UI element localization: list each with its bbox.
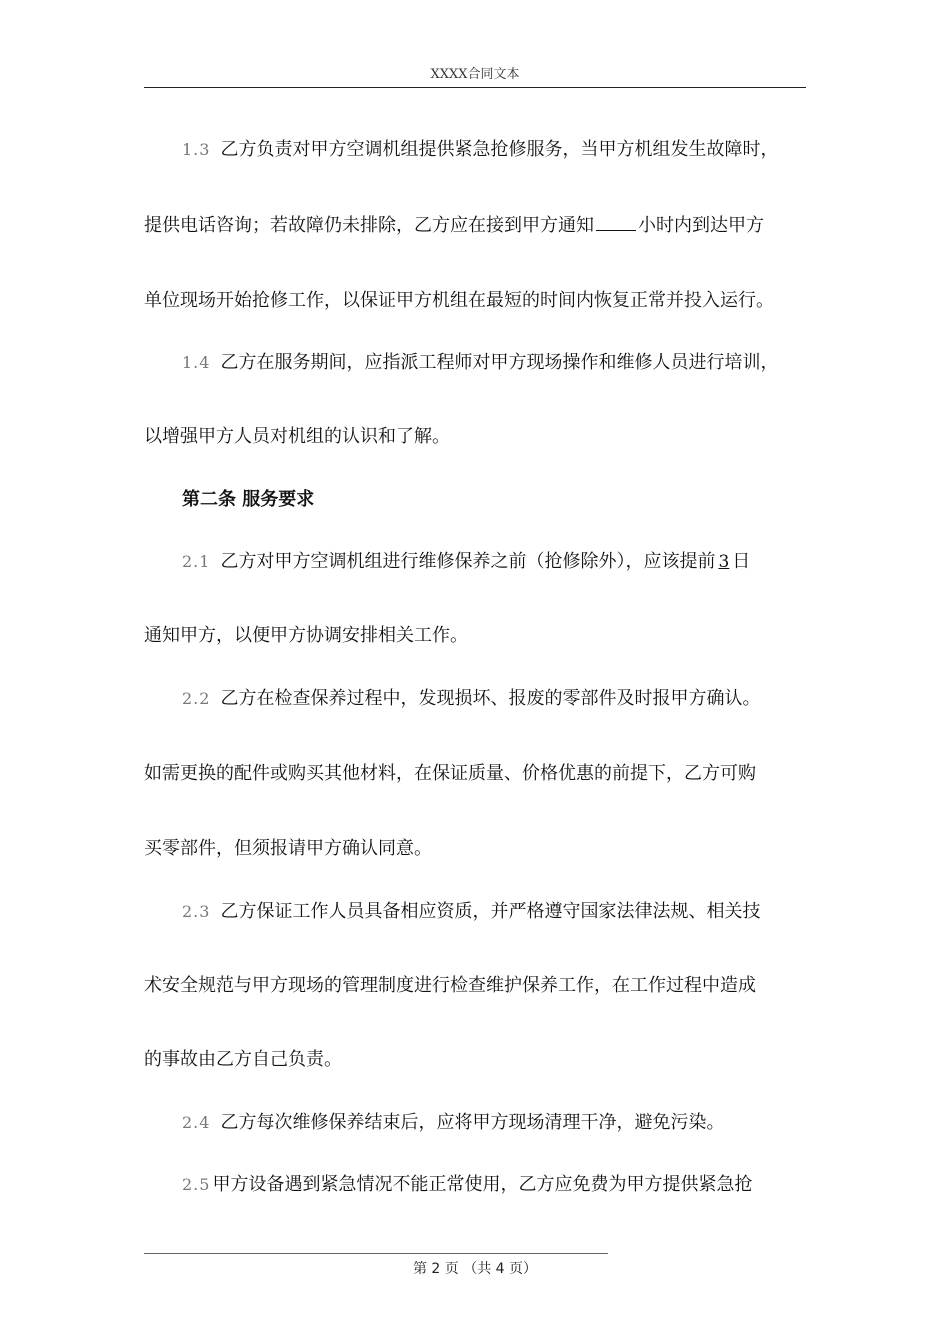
clause-2-2-line-3: [144, 836, 432, 862]
clause-2-1-line-2: [144, 623, 468, 649]
clause-text: 术安全规范与甲方现场的管理制度进行检查维护保养工作，在工作过程中造成: [144, 975, 756, 996]
clause-text: 如需更换的配件或购买其他材料，在保证质量、价格优惠的前提下，乙方可购: [144, 763, 756, 784]
clause-2-2-line-2: [144, 761, 756, 787]
clause-1-4-line-2: [144, 424, 450, 450]
clause-number: 2.5: [182, 1175, 211, 1194]
clause-text: 乙方保证工作人员具备相应资质，并严格遵守国家法律法规、相关技: [220, 901, 761, 922]
clause-2-3-line-2: [144, 973, 756, 999]
clause-text: 甲方设备遇到紧急情况不能正常使用，乙方应免费为甲方提供紧急抢: [212, 1174, 753, 1195]
clause-1-3-line-3: [144, 288, 774, 314]
clause-number: 2.2: [182, 689, 211, 708]
clause-number: 1.4: [182, 353, 211, 372]
clause-text: 小时内到达甲方: [638, 215, 764, 236]
clause-2-3-line-1: [182, 899, 760, 925]
clause-number: 2.3: [182, 902, 211, 921]
clause-text: 乙方每次维修保养结束后，应将甲方现场清理干净，避免污染。: [220, 1112, 725, 1133]
clause-1-3-line-1: [182, 137, 778, 163]
clause-2-1-line-1: [182, 549, 750, 575]
days-value: 3: [718, 552, 730, 572]
footer-rule: [144, 1253, 608, 1254]
header-title: XXXX合同文本: [430, 67, 520, 82]
clause-2-3-line-3: [144, 1047, 342, 1073]
page-footer: [0, 1260, 950, 1278]
clause-text: 乙方在服务期间，应指派工程师对甲方现场操作和维修人员进行培训，: [220, 352, 779, 373]
page-number: 第 2 页 （共 4 页）: [412, 1261, 538, 1277]
clause-text: 提供电话咨询；若故障仍未排除，乙方应在接到甲方通知: [144, 215, 594, 236]
clause-text: 以增强甲方人员对机组的认识和了解。: [144, 426, 450, 447]
clause-text: 乙方对甲方空调机组进行维修保养之前（抢修除外），应该提前: [220, 551, 716, 572]
clause-text: 单位现场开始抢修工作，以保证甲方机组在最短的时间内恢复正常并投入运行。: [144, 290, 774, 311]
clause-text: 买零部件，但须报请甲方确认同意。: [144, 838, 432, 859]
clause-2-4-line-1: [182, 1110, 724, 1136]
blank-hours-field: [596, 212, 636, 231]
clause-1-4-line-1: [182, 350, 778, 376]
clause-number: 2.4: [182, 1113, 211, 1132]
clause-text: 通知甲方，以便甲方协调安排相关工作。: [144, 625, 468, 646]
clause-text: 日: [732, 551, 751, 572]
clause-2-2-line-1: [182, 686, 760, 712]
clause-text: 乙方在检查保养过程中，发现损坏、报废的零部件及时报甲方确认。: [220, 688, 761, 709]
clause-number: 2.1: [182, 552, 211, 571]
page-header: [144, 62, 806, 88]
clause-1-3-line-2: [144, 212, 764, 239]
section-heading: 第二条 服务要求: [182, 489, 315, 510]
clause-text: 的事故由乙方自己负责。: [144, 1049, 342, 1070]
clause-number: 1.3: [182, 140, 211, 159]
clause-text: 乙方负责对甲方空调机组提供紧急抢修服务，当甲方机组发生故障时，: [220, 139, 779, 160]
clause-2-5-line-1: [182, 1172, 752, 1198]
